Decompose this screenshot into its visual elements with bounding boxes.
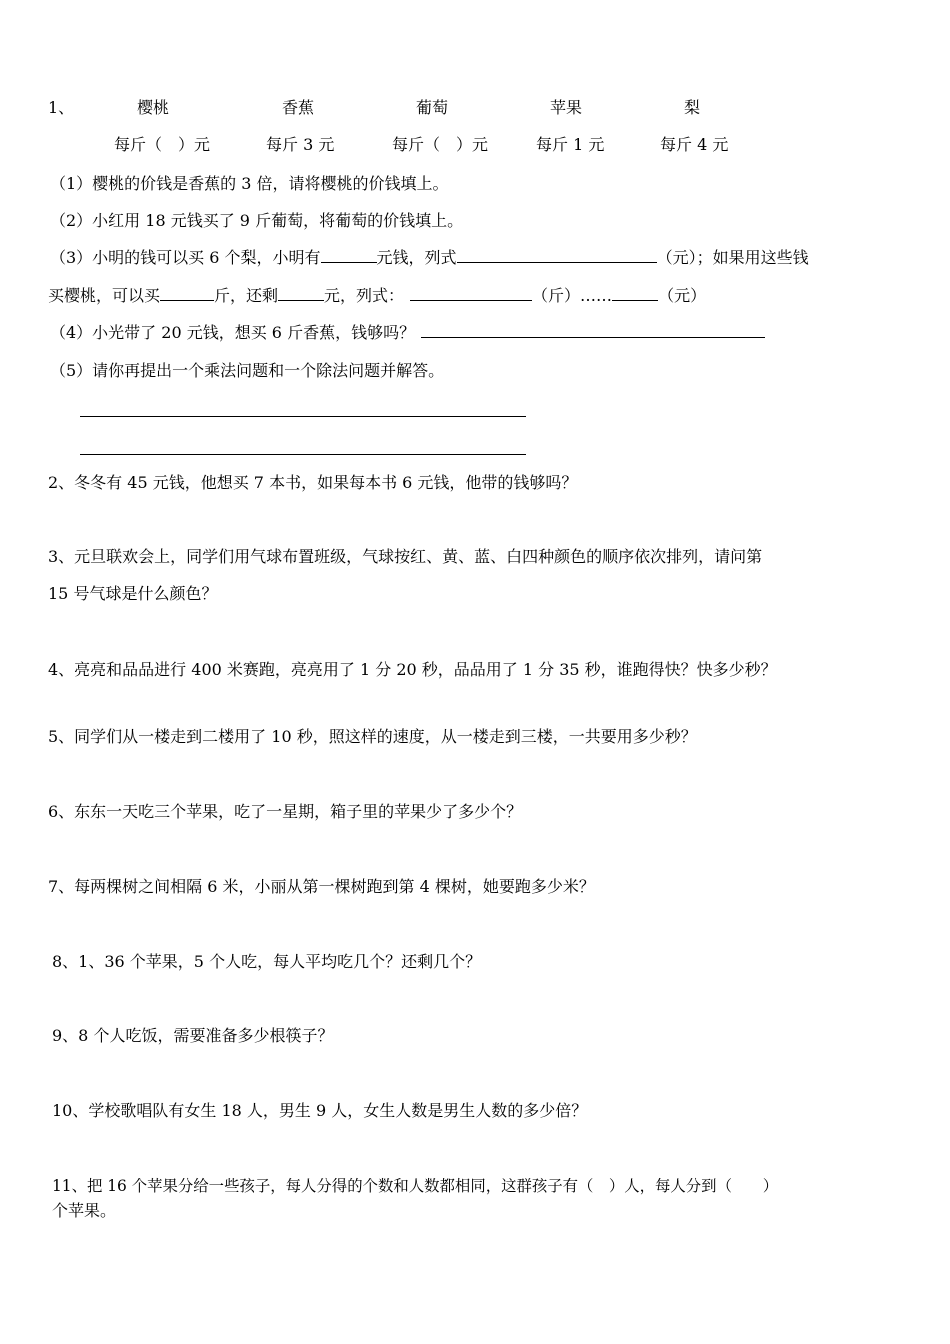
q1-sub4-text: （4）小光带了 20 元钱，想买 6 斤香蕉，钱够吗？ bbox=[50, 323, 416, 342]
answer-blank-formula-1[interactable] bbox=[457, 248, 657, 263]
answer-blank-jin[interactable] bbox=[160, 286, 214, 301]
q1-sub3-text-d: 买樱桃，可以买 bbox=[48, 286, 161, 305]
answer-blank-remainder[interactable] bbox=[612, 286, 658, 301]
q1-sub3-text-g: （斤）…… bbox=[532, 286, 613, 305]
fruit-pear: 梨 bbox=[684, 98, 701, 117]
q1-sub3-text-e: 斤，还剩 bbox=[214, 286, 279, 305]
price-pear: 每斤 4 元 bbox=[660, 135, 729, 154]
q1-sub3-text-h: （元） bbox=[658, 286, 707, 305]
fruit-cherry: 樱桃 bbox=[137, 98, 170, 117]
question-2: 2、冬冬有 45 元钱，他想买 7 本书，如果每本书 6 元钱，他带的钱够吗？ bbox=[48, 473, 578, 492]
question-5: 5、同学们从一楼走到二楼用了 10 秒，照这样的速度，从一楼走到三楼，一共要用多少秒？ bbox=[48, 727, 697, 746]
answer-line-1[interactable] bbox=[80, 416, 526, 417]
fruit-banana: 香蕉 bbox=[282, 98, 315, 117]
q1-sub2: （2）小红用 18 元钱买了 9 斤葡萄，将葡萄的价钱填上。 bbox=[50, 211, 464, 230]
question-11-line2: 个苹果。 bbox=[52, 1201, 117, 1220]
q1-sub4 bbox=[50, 323, 765, 343]
q1-number: 1、 bbox=[48, 98, 75, 117]
price-cherry: 每斤（ ）元 bbox=[114, 135, 211, 154]
question-4: 4、亮亮和品品进行 400 米赛跑，亮亮用了 1 分 20 秒，品品用了 1 分 35 秒，谁跑得快？快多少秒？ bbox=[48, 660, 777, 679]
question-8: 8、1、36 个苹果，5 个人吃，每人平均吃几个？还剩几个？ bbox=[52, 952, 482, 971]
question-11-line1: 11、把 16 个苹果分给一些孩子，每人分得的个数和人数都相同，这群孩子有（ ）人，每人分到（ ） bbox=[52, 1177, 779, 1195]
q1-sub3-text-a: （3）小明的钱可以买 6 个梨，小明有 bbox=[50, 248, 321, 267]
question-7: 7、每两棵树之间相隔 6 米，小丽从第一棵树跑到第 4 棵树，她要跑多少米？ bbox=[48, 877, 595, 896]
answer-blank-sub4[interactable] bbox=[421, 323, 765, 338]
price-apple: 每斤 1 元 bbox=[536, 135, 605, 154]
question-6: 6、东东一天吃三个苹果，吃了一星期，箱子里的苹果少了多少个？ bbox=[48, 802, 523, 821]
fruit-grape: 葡萄 bbox=[416, 98, 449, 117]
question-10: 10、学校歌唱队有女生 18 人，男生 9 人，女生人数是男生人数的多少倍？ bbox=[52, 1101, 588, 1120]
price-grape: 每斤（ ）元 bbox=[392, 135, 489, 154]
q1-sub3-line2 bbox=[48, 286, 706, 306]
question-3-line1: 3、元旦联欢会上，同学们用气球布置班级，气球按红、黄、蓝、白四种颜色的顺序依次排列，请问第 bbox=[48, 547, 763, 566]
q1-sub5: （5）请你再提出一个乘法问题和一个除法问题并解答。 bbox=[50, 361, 445, 380]
answer-blank-money[interactable] bbox=[321, 248, 377, 263]
answer-line-2[interactable] bbox=[80, 454, 526, 455]
question-9: 9、8 个人吃饭，需要准备多少根筷子？ bbox=[52, 1026, 334, 1045]
fruit-apple: 苹果 bbox=[550, 98, 583, 117]
q1-sub3-text-b: 元钱，列式 bbox=[376, 248, 457, 267]
q1-sub3-line1 bbox=[50, 248, 809, 268]
answer-blank-formula-2[interactable] bbox=[410, 286, 532, 301]
price-banana: 每斤 3 元 bbox=[266, 135, 335, 154]
answer-blank-remain[interactable] bbox=[278, 286, 324, 301]
q1-sub3-text-c: （元）；如果用这些钱 bbox=[656, 248, 809, 267]
q1-sub1: （1）樱桃的价钱是香蕉的 3 倍，请将樱桃的价钱填上。 bbox=[50, 174, 449, 193]
question-3-line2: 15 号气球是什么颜色？ bbox=[48, 584, 218, 603]
q1-sub3-text-f: 元，列式： bbox=[324, 286, 405, 305]
